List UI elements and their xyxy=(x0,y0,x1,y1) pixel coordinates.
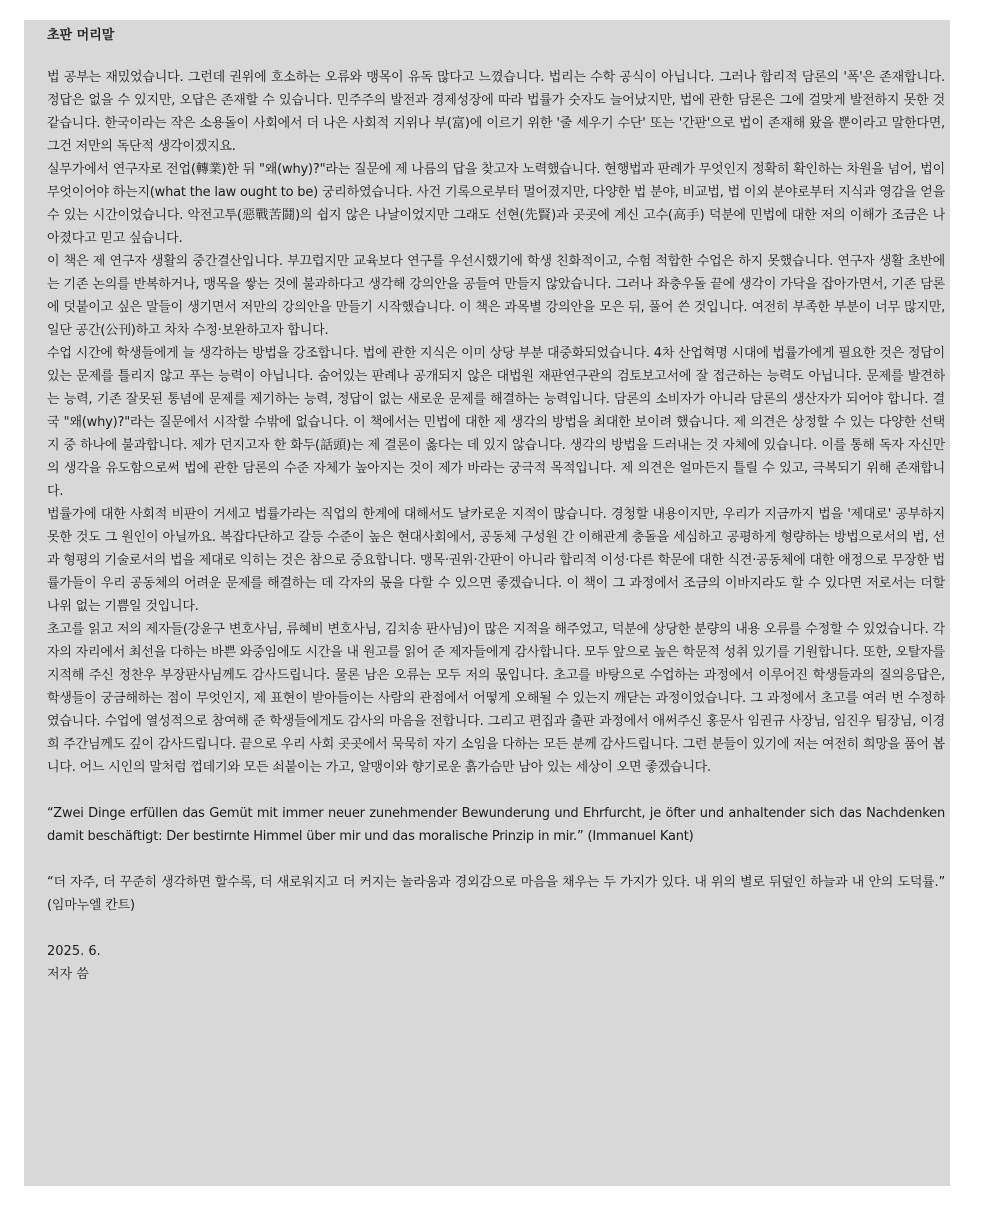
signoff xyxy=(47,940,945,986)
kant-quote-german: “Zwei Dinge erfüllen das Gemüt mit immer neuer zunehmender Bewunderung und Ehrfurcht, je öfter und anhaltender sich das Nachdenken damit beschäftigt: Der bestirnte Himmel über mir und das moralische Prinzip in mir.” (Immanuel Kant) xyxy=(47,806,945,844)
paragraph: 이 책은 제 연구자 생활의 중간결산입니다. 부끄럽지만 교육보다 연구를 우선시했기에 학생 친화적이고, 수험 적합한 수업은 하지 못했습니다. 연구자 생활 초반에는 기존 논의를 반복하거나, 맹목을 쌓는 것에 불과하다고 생각해 강의안을 공들여 만들지 않았습니다. 그러나 좌충우돌 끝에 생각이 가닥을 잡아가면서, 기존 담론에 덧붙이고 싶은 말들이 생기면서 저만의 강의안을 만들기 시작했습니다. 이 책은 과목별 강의안을 모은 뒤, 풀어 쓴 것입니다. 여전히 부족한 부분이 너무 많지만, 일단 공간(公刊)하고 차차 수정·보완하고자 합니다. xyxy=(47,254,945,338)
paragraph: 법 공부는 재밌었습니다. 그런데 권위에 호소하는 오류와 맹목이 유독 많다고 느꼈습니다. 법리는 수학 공식이 아닙니다. 그러나 합리적 담론의 '폭'은 존재합니다. 정답은 없을 수 있지만, 오답은 존재할 수 있습니다. 민주주의 발전과 경제성장에 따라 법률가 숫자도 늘어났지만, 법에 관한 담론은 그에 걸맞게 발전하지 못한 것 같습니다. 한국이라는 작은 소용돌이 사회에서 더 나은 사회적 지위나 부(富)에 이르기 위한 '줄 세우기 수단' 또는 '간판'으로 법이 존재해 왔을 뿐이라고 말한다면, 그건 저만의 독단적 생각이겠지요. xyxy=(47,70,945,154)
paragraph: 법률가에 대한 사회적 비판이 거세고 법률가라는 직업의 한계에 대해서도 날카로운 지적이 많습니다. 경청할 내용이지만, 우리가 지금까지 법을 '제대로' 공부하지 못한 것도 그 원인이 아닐까요. 복잡다단하고 갈등 수준이 높은 현대사회에서, 공동체 구성원 간 이해관계 충돌을 세심하고 공평하게 형량하는 방법으로서의 법, 선과 형평의 기술로서의 법을 제대로 익히는 것은 참으로 중요합니다. 맹목·권위·간판이 아니라 합리적 이성·다른 학문에 대한 식견·공동체에 대한 애정으로 무장한 법률가들이 우리 공동체의 어려운 문제를 해결하는 데 각자의 몫을 다할 수 있으면 좋겠습니다. 이 책이 그 과정에서 조금의 이바지라도 할 수 있다면 저로서는 더할 나위 없는 기쁨일 것입니다. xyxy=(47,507,945,614)
author-signature: 저자 씀 xyxy=(47,967,89,982)
kant-quote-korean: “더 자주, 더 꾸준히 생각하면 할수록, 더 새로워지고 더 커지는 놀라움과 경외감으로 마음을 채우는 두 가지가 있다. 내 위의 별로 뒤덮인 하늘과 내 안의 도덕률.” (임마누엘 칸트) xyxy=(47,875,945,913)
paragraph: 실무가에서 연구자로 전업(轉業)한 뒤 "왜(why)?"라는 질문에 제 나름의 답을 찾고자 노력했습니다. 현행법과 판례가 무엇인지 정확히 확인하는 차원을 넘어, 법이 무엇이어야 하는지(what the law ought to be) 궁리하였습니다. 사건 기록으로부터 멀어졌지만, 다양한 법 분야, 비교법, 법 이외 분야로부터 지식과 영감을 얻을 수 있는 시간이었습니다. 악전고투(惡戰苦鬪)의 쉽지 않은 나날이었지만 그래도 선현(先賢)과 곳곳에 계신 고수(高手) 덕분에 민법에 대한 저의 이해가 조금은 나아졌다고 믿고 싶습니다. xyxy=(47,162,945,246)
document-page xyxy=(24,20,950,1186)
document-title: 초판 머리말 xyxy=(47,28,115,43)
paragraph: 수업 시간에 학생들에게 늘 생각하는 방법을 강조합니다. 법에 관한 지식은 이미 상당 부분 대중화되었습니다. 4차 산업혁명 시대에 법률가에게 필요한 것은 정답이 있는 문제를 틀리지 않고 푸는 능력이 아닙니다. 숨어있는 판례나 공개되지 않은 대법원 재판연구관의 검토보고서에 잘 접근하는 능력도 아닙니다. 문제를 발견하는 능력, 기존 잘못된 통념에 문제를 제기하는 능력, 정답이 없는 새로운 문제를 해결하는 능력입니다. 담론의 소비자가 아니라 담론의 생산자가 되어야 합니다. 결국 "왜(why)?"라는 질문에서 시작할 수밖에 없습니다. 이 책에서는 민법에 대한 제 생각의 방법을 최대한 보이려 했습니다. 제 의견은 상정할 수 있는 다양한 선택지 중 하나에 불과합니다. 제가 던지고자 한 화두(話頭)는 제 결론이 옳다는 데 있지 않습니다. 생각의 방법을 드러내는 것 자체에 있습니다. 이를 통해 독자 자신만의 생각을 유도함으로써 법에 관한 담론의 수준 자체가 높아지는 것이 제가 바라는 궁극적 목적입니다. 제 의견은 얼마든지 틀릴 수 있고, 극복되기 위해 존재합니다. xyxy=(47,346,945,499)
date: 2025. 6. xyxy=(47,944,101,959)
paragraph: 초고를 읽고 저의 제자들(강윤구 변호사님, 류혜비 변호사님, 김치송 판사님)이 많은 지적을 해주었고, 덕분에 상당한 분량의 내용 오류를 수정할 수 있었습니다. 각자의 자리에서 최선을 다하는 바쁜 와중임에도 시간을 내 원고를 읽어 준 제자들에게 감사합니다. 모두 앞으로 높은 학문적 성취 있기를 기원합니다. 또한, 오탈자를 지적해 주신 정찬우 부장판사님께도 감사드립니다. 물론 남은 오류는 모두 저의 몫입니다. 초고를 바탕으로 수업하는 과정에서 이루어진 학생들과의 질의응답은, 학생들이 궁금해하는 점이 무엇인지, 제 표현이 받아들이는 사람의 관점에서 어떻게 오해될 수 있는지 깨닫는 과정이었습니다. 그 과정에서 초고를 여러 번 수정하였습니다. 수업에 열성적으로 참여해 준 학생들에게도 감사의 마음을 전합니다. 그리고 편집과 출판 과정에서 애써주신 홍문사 임권규 사장님, 임진우 팀장님, 이경희 주간님께도 깊이 감사드립니다. 끝으로 우리 사회 곳곳에서 묵묵히 자기 소임을 다하는 모든 분께 감사드립니다. 그런 분들이 있기에 저는 여전히 희망을 품어 봅니다. 어느 시인의 말처럼 껍데기와 모든 쇠붙이는 가고, 알맹이와 향기로운 흙가슴만 남아 있는 세상이 오면 좋겠습니다. xyxy=(47,622,945,775)
